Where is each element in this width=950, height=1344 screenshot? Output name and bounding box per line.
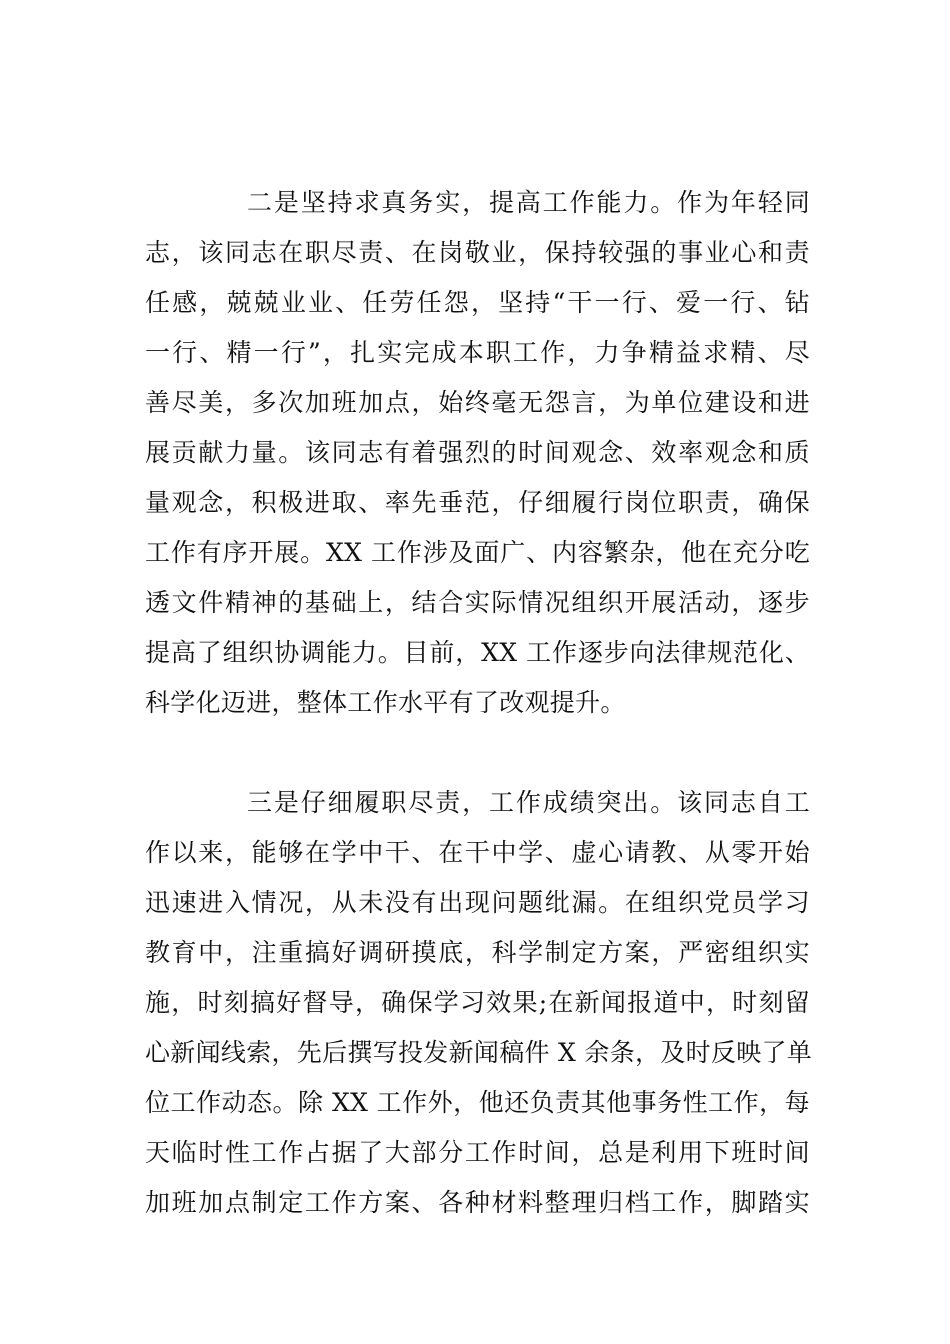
paragraph-line: 作以来，能够在学中干、在干中学、虚心请教、从零开始 [145, 838, 810, 867]
paragraph-line: 三是仔细履职尽责，工作成绩突出。该同志自工 [247, 788, 810, 817]
paragraph-line: 展贡献力量。该同志有着强烈的时间观念、效率观念和质 [145, 438, 810, 467]
paragraph-line: 透文件精神的基础上，结合实际情况组织开展活动，逐步 [145, 588, 810, 617]
paragraph-line: 志，该同志在职尽责、在岗敬业，保持较强的事业心和责 [145, 238, 810, 267]
paragraph-line: 任感，兢兢业业、任劳任怨，坚持“干一行、爱一行、钻 [145, 288, 810, 317]
paragraph-line: 量观念，积极进取、率先垂范，仔细履行岗位职责，确保 [145, 488, 810, 517]
paragraph-line: 二是坚持求真务实，提高工作能力。作为年轻同 [247, 188, 810, 217]
paragraph-line: 工作有序开展。XX 工作涉及面广、内容繁杂，他在充分吃 [145, 538, 810, 567]
paragraph-2 [145, 778, 813, 1228]
paragraph-line: 天临时性工作占据了大部分工作时间，总是利用下班时间 [145, 1138, 810, 1167]
paragraph-line: 教育中，注重搞好调研摸底，科学制定方案，严密组织实 [145, 938, 810, 967]
paragraph-line: 施，时刻搞好督导，确保学习效果;在新闻报道中，时刻留 [145, 988, 810, 1017]
paragraph-line: 一行、精一行”，扎实完成本职工作，力争精益求精、尽 [145, 338, 810, 367]
paragraph-line: 加班加点制定工作方案、各种材料整理归档工作，脚踏实 [145, 1188, 810, 1217]
paragraph-line: 提高了组织协调能力。目前，XX 工作逐步向法律规范化、 [145, 638, 810, 667]
paragraph-line: 迅速进入情况，从未没有出现问题纰漏。在组织党员学习 [145, 888, 810, 917]
paragraph-line: 心新闻线索，先后撰写投发新闻稿件 X 余条，及时反映了单 [145, 1038, 813, 1067]
paragraph-line: 位工作动态。除 XX 工作外，他还负责其他事务性工作，每 [145, 1088, 810, 1117]
paragraph-line: 科学化迈进，整体工作水平有了改观提升。 [145, 688, 626, 717]
paragraph-line: 善尽美，多次加班加点，始终毫无怨言，为单位建设和进 [145, 388, 810, 417]
paragraph-1 [145, 178, 810, 728]
